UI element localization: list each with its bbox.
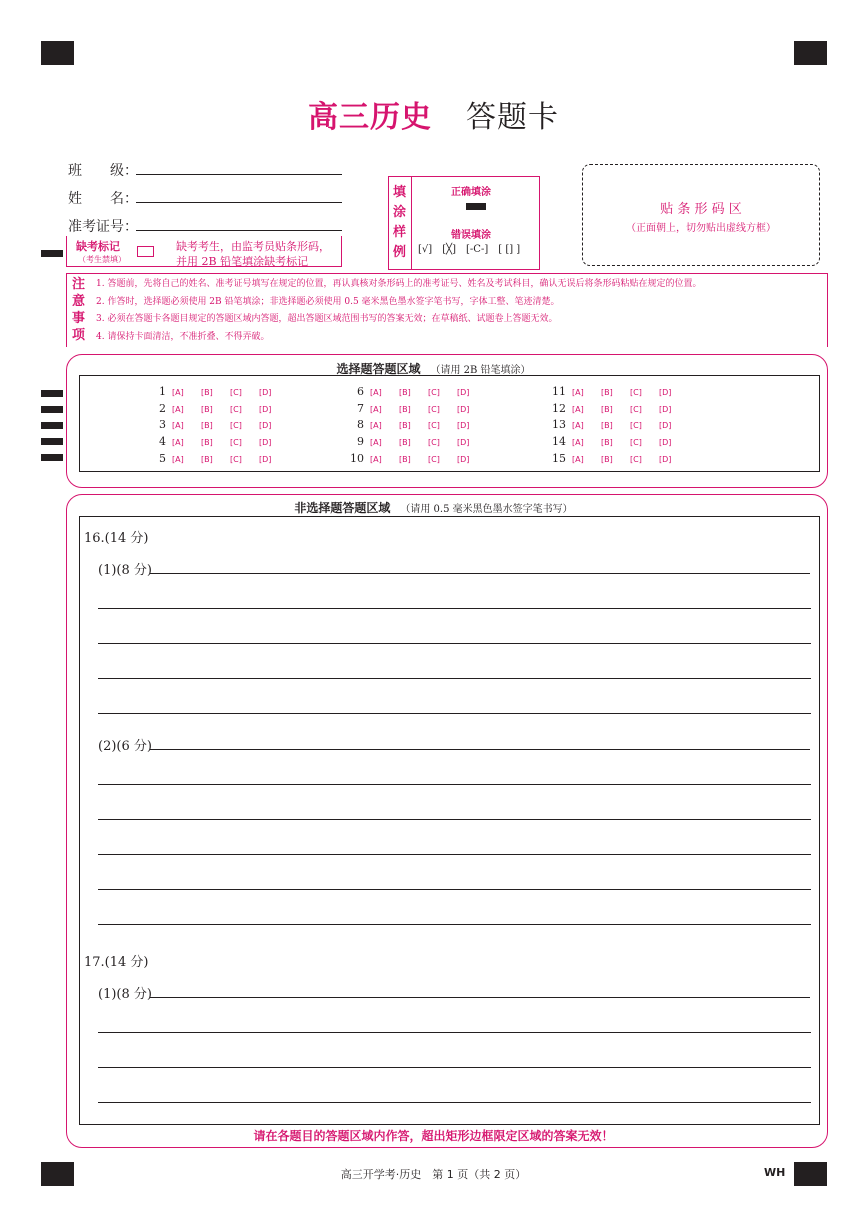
answer-line[interactable] (98, 1032, 811, 1033)
notice-items (96, 276, 820, 346)
mc-option-bubble[interactable]: [C] (230, 438, 242, 447)
mc-option-bubble[interactable]: [D] (259, 405, 272, 414)
mc-question-row (148, 418, 288, 431)
class-label: 班 级： (68, 163, 138, 179)
mc-option-bubble[interactable]: [B] (399, 438, 411, 447)
wrong-mark-partial: [ [] ] (498, 244, 521, 255)
correct-fill-label: 正确填涂 (451, 187, 491, 198)
mc-question-number: 13 (552, 418, 566, 431)
mc-question-number: 7 (357, 402, 364, 415)
mc-question-row (548, 452, 688, 465)
corner-mark-top-right (794, 41, 827, 65)
mc-option-bubble[interactable]: [B] (601, 388, 613, 397)
mc-option-bubble[interactable]: [A] (370, 438, 382, 447)
mc-option-bubble[interactable]: [A] (172, 438, 184, 447)
mc-question-row (548, 418, 688, 431)
timing-mark (41, 250, 63, 257)
mc-question-number: 15 (552, 452, 566, 465)
mc-option-bubble[interactable]: [D] (457, 455, 470, 464)
name-field[interactable] (136, 202, 342, 203)
barcode-title: 贴 条 形 码 区 (660, 202, 742, 217)
mc-option-bubble[interactable]: [C] (230, 405, 242, 414)
mc-option-bubble[interactable]: [D] (457, 388, 470, 397)
mc-question-number: 6 (357, 385, 364, 398)
mc-option-bubble[interactable]: [B] (601, 438, 613, 447)
mc-option-bubble[interactable]: [A] (572, 388, 584, 397)
mc-option-bubble[interactable]: [B] (601, 421, 613, 430)
mc-question-row (148, 435, 288, 448)
mc-option-bubble[interactable]: [C] (230, 388, 242, 397)
mc-option-bubble[interactable]: [D] (259, 388, 272, 397)
mc-option-bubble[interactable]: [A] (172, 455, 184, 464)
mc-option-bubble[interactable]: [B] (201, 405, 213, 414)
notice-item-3: 3. 必须在答题卡各题目规定的答题区域内答题，超出答题区域范围书写的答案无效；在草稿纸、试题卷上答题无效。 (96, 314, 558, 324)
mc-option-bubble[interactable]: [C] (630, 455, 642, 464)
notice-item-2: 2. 作答时，选择题必须使用 2B 铅笔填涂；非选择题必须使用 0.5 毫米黑色墨水签字笔书写，字体工整、笔迹清楚。 (96, 296, 560, 307)
q16-part1-label: (1)(8 分) (98, 563, 152, 578)
answer-line[interactable] (98, 819, 811, 820)
mc-option-bubble[interactable]: [D] (457, 438, 470, 447)
mc-option-bubble[interactable]: [B] (201, 455, 213, 464)
mc-question-row (346, 452, 486, 465)
answer-area-warning: 请在各题目的答题区域内作答，超出矩形边框限定区域的答案无效！ (253, 1129, 614, 1143)
answer-line[interactable] (98, 889, 811, 890)
answer-line[interactable] (150, 997, 810, 998)
q16-label: 16.(14 分) (84, 531, 149, 546)
open-section-title: 非选择题答题区域 （请用 0.5 毫米黑色墨水签字笔书写） (294, 501, 573, 515)
answer-line[interactable] (98, 924, 811, 925)
timing-mark (41, 390, 63, 397)
mc-option-bubble[interactable]: [B] (201, 388, 213, 397)
mc-option-bubble[interactable]: [A] (572, 438, 584, 447)
timing-mark (41, 422, 63, 429)
mc-option-bubble[interactable]: [D] (659, 405, 672, 414)
absent-checkbox[interactable] (137, 246, 154, 257)
mc-question-number: 4 (159, 435, 166, 448)
mc-question-number: 1 (159, 385, 166, 398)
answer-line[interactable] (98, 608, 811, 609)
mc-option-bubble[interactable]: [B] (399, 388, 411, 397)
mc-question-row (346, 418, 486, 431)
mc-option-bubble[interactable]: [C] (230, 455, 242, 464)
answer-line[interactable] (98, 784, 811, 785)
mc-option-bubble[interactable]: [A] (370, 388, 382, 397)
mc-question-row (548, 385, 688, 398)
mc-option-bubble[interactable]: [A] (172, 421, 184, 430)
answer-line[interactable] (98, 678, 811, 679)
absent-desc-2: 并用 2B 铅笔填涂缺考标记 (176, 255, 309, 268)
mc-option-bubble[interactable]: [C] (428, 438, 440, 447)
correct-fill-sample (466, 203, 486, 210)
mc-question-row (148, 402, 288, 415)
name-label: 姓 名： (68, 191, 138, 207)
mc-option-bubble[interactable]: [D] (659, 421, 672, 430)
q17-label: 17.(14 分) (84, 955, 149, 970)
mc-question-number: 9 (357, 435, 364, 448)
mc-option-bubble[interactable]: [B] (399, 421, 411, 430)
answer-line[interactable] (98, 713, 811, 714)
mc-option-bubble[interactable]: [D] (659, 455, 672, 464)
mc-question-number: 11 (552, 385, 566, 398)
mc-option-bubble[interactable]: [C] (630, 388, 642, 397)
mc-section-title: 选择题答题区域 （请用 2B 铅笔填涂） (336, 362, 531, 376)
corner-mark-top-left (41, 41, 74, 65)
fill-example-side-label: 填 涂 样 例 (393, 185, 407, 260)
mc-option-bubble[interactable]: [D] (659, 388, 672, 397)
class-field[interactable] (136, 174, 342, 175)
mc-question-number: 5 (159, 452, 166, 465)
timing-mark (41, 406, 63, 413)
mc-option-bubble[interactable]: [A] (172, 405, 184, 414)
page-title (0, 92, 867, 136)
mc-option-bubble[interactable]: [D] (259, 455, 272, 464)
mc-question-row (548, 402, 688, 415)
wrong-mark-check: [√] (418, 244, 433, 255)
notice-item-1: 1. 答题前，先将自己的姓名、准考证号填写在规定的位置，再认真核对条形码上的准考证号、姓名及考试科目，确认无误后将条形码粘贴在规定的位置。 (96, 279, 702, 289)
answer-line[interactable] (98, 643, 811, 644)
answer-line[interactable] (98, 1067, 811, 1068)
mc-option-bubble[interactable]: [C] (630, 438, 642, 447)
mc-option-bubble[interactable]: [D] (457, 405, 470, 414)
mc-option-bubble[interactable]: [A] (572, 421, 584, 430)
mc-option-bubble[interactable]: [A] (370, 455, 382, 464)
mc-option-bubble[interactable]: [A] (572, 455, 584, 464)
mc-question-row (548, 435, 688, 448)
mc-question-number: 3 (159, 418, 166, 431)
mc-question-number: 14 (552, 435, 566, 448)
exam-no-label: 准考证号： (68, 219, 138, 235)
mc-question-row (346, 402, 486, 415)
notice-item-4: 4. 请保持卡面清洁，不准折叠、不得弄破。 (96, 331, 270, 342)
mc-option-bubble[interactable]: [B] (201, 438, 213, 447)
mc-option-bubble[interactable]: [D] (457, 421, 470, 430)
answer-line[interactable] (98, 1102, 811, 1103)
mc-question-number: 10 (350, 452, 364, 465)
mc-question-row (148, 385, 288, 398)
mc-option-bubble[interactable]: [A] (172, 388, 184, 397)
mc-question-row (148, 452, 288, 465)
mc-option-bubble[interactable]: [B] (399, 455, 411, 464)
mc-option-bubble[interactable]: [C] (230, 421, 242, 430)
timing-mark (41, 454, 63, 461)
mc-option-bubble[interactable]: [C] (428, 388, 440, 397)
notice-side-label: 注 意 事 项 (72, 277, 86, 343)
q17-part1-label: (1)(8 分) (98, 987, 152, 1002)
q16-part2-label: (2)(6 分) (98, 739, 152, 754)
absent-label: 缺考标记 (76, 240, 120, 253)
mc-option-bubble[interactable]: [A] (370, 421, 382, 430)
mc-option-bubble[interactable]: [A] (572, 405, 584, 414)
mc-option-bubble[interactable]: [C] (630, 421, 642, 430)
wrong-mark-dash: [-C-] (466, 244, 489, 255)
mc-question-row (346, 385, 486, 398)
mc-option-bubble[interactable]: [D] (259, 438, 272, 447)
wrong-mark-cross: [╳] (442, 244, 457, 255)
mc-option-bubble[interactable]: [C] (428, 405, 440, 414)
absent-desc-1: 缺考考生，由监考员贴条形码， (176, 240, 330, 253)
mc-option-bubble[interactable]: [D] (259, 421, 272, 430)
mc-option-bubble[interactable]: [B] (601, 405, 613, 414)
mc-option-bubble[interactable]: [B] (601, 455, 613, 464)
title-card: 答题卡 (466, 100, 559, 135)
wrong-fill-label: 错误填涂 (451, 230, 491, 241)
mc-option-bubble[interactable]: [C] (630, 405, 642, 414)
absent-note: （考生禁填） (78, 255, 126, 264)
title-subject: 高三历史 (308, 100, 432, 135)
mc-question-number: 12 (552, 402, 566, 415)
page-footer: 高三开学考·历史 第 1 页（共 2 页） (340, 1168, 527, 1181)
wrong-fill-samples (418, 244, 520, 255)
mc-question-number: 2 (159, 402, 166, 415)
mc-option-bubble[interactable]: [C] (428, 455, 440, 464)
mc-question-row (346, 435, 486, 448)
mc-option-bubble[interactable]: [B] (201, 421, 213, 430)
exam-no-field[interactable] (136, 230, 342, 231)
answer-line[interactable] (150, 749, 810, 750)
answer-line[interactable] (98, 854, 811, 855)
fill-example-divider (411, 176, 412, 270)
mc-option-bubble[interactable]: [D] (659, 438, 672, 447)
mc-option-bubble[interactable]: [A] (370, 405, 382, 414)
mc-question-number: 8 (357, 418, 364, 431)
barcode-subtitle: （正面朝上，切勿贴出虚线方框） (626, 223, 776, 234)
mc-option-bubble[interactable]: [B] (399, 405, 411, 414)
timing-mark (41, 438, 63, 445)
answer-line[interactable] (150, 573, 810, 574)
mc-option-bubble[interactable]: [C] (428, 421, 440, 430)
footer-code: WH (764, 1166, 786, 1179)
